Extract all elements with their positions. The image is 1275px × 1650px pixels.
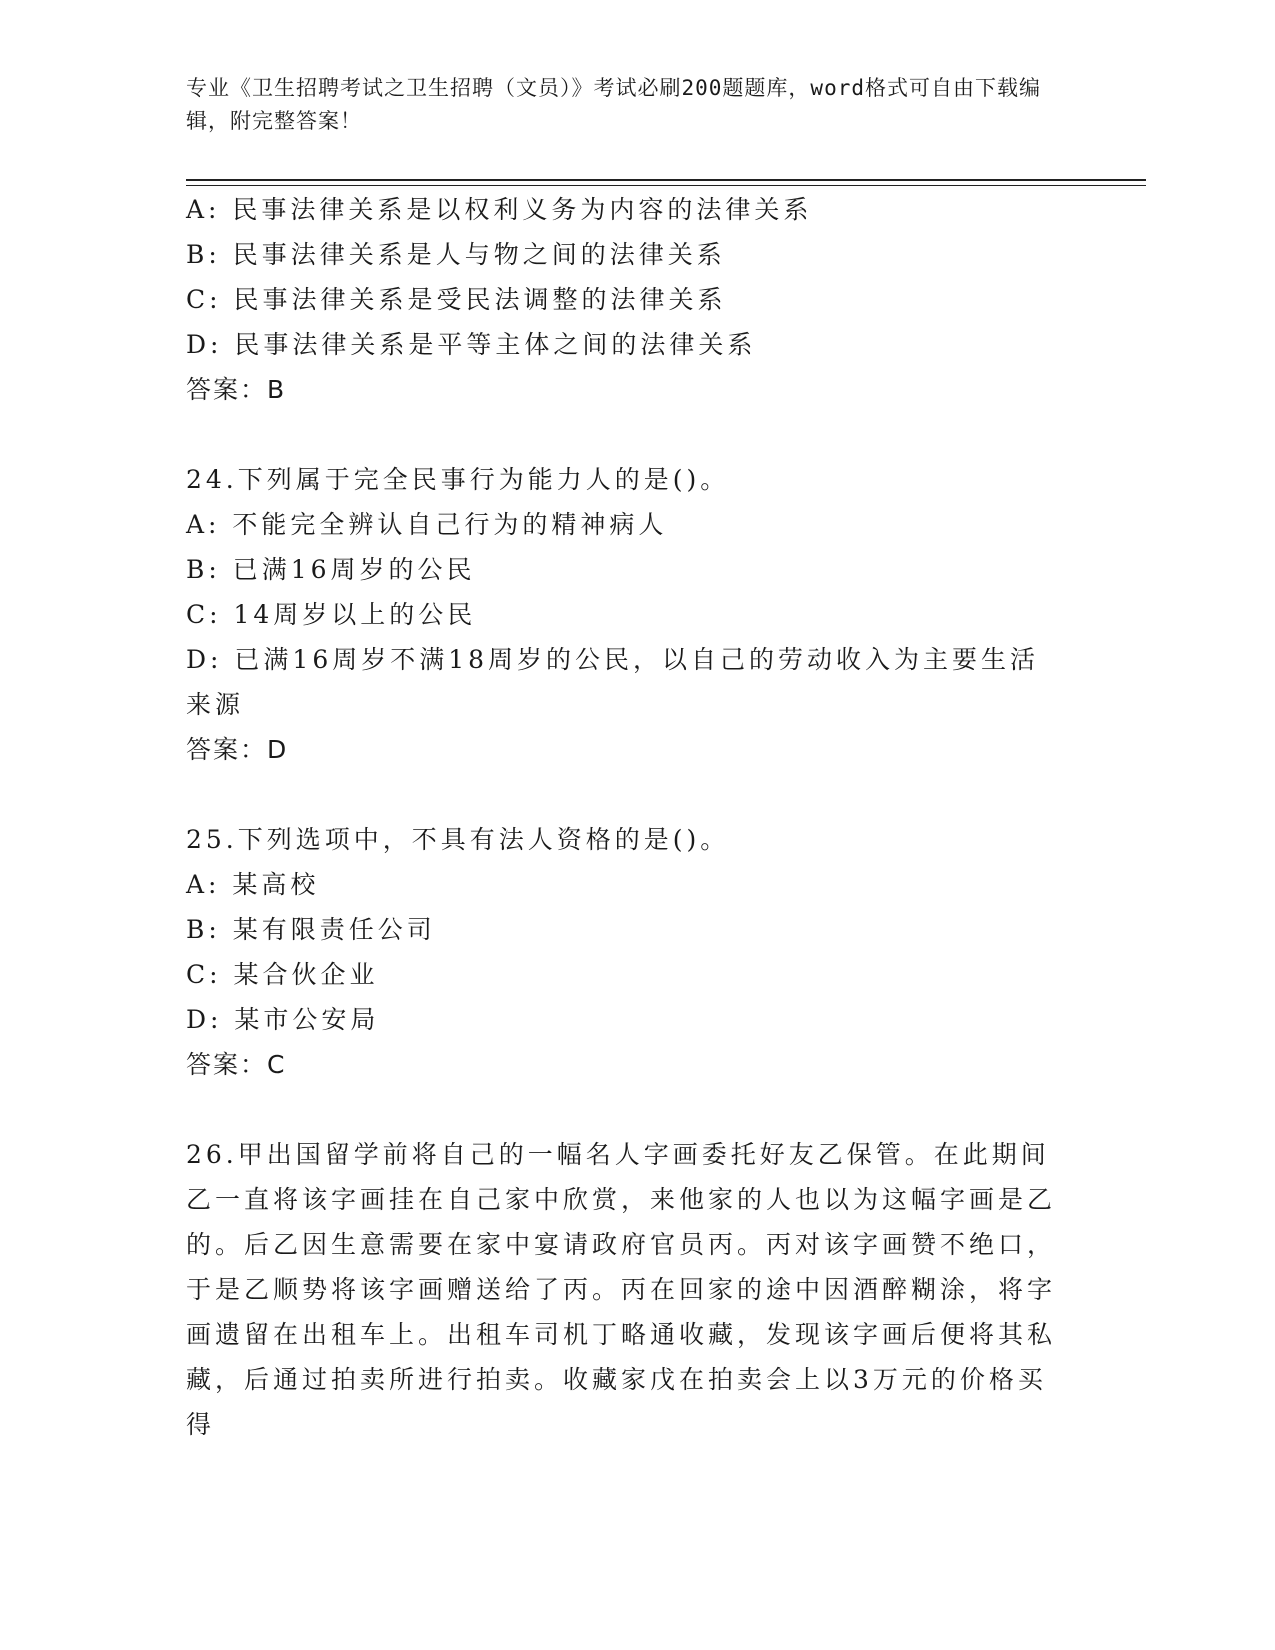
question-26 <box>186 1132 1066 1447</box>
question-24 <box>186 457 1066 772</box>
option-b: B: 民事法律关系是人与物之间的法律关系 <box>186 240 726 269</box>
option-b: B: 某有限责任公司 <box>186 915 436 944</box>
option-b: B: 已满16周岁的公民 <box>186 555 476 584</box>
spacer <box>186 412 1066 457</box>
answer-line: 答案：B <box>186 375 287 404</box>
question-23 <box>186 187 1066 412</box>
option-c: C: 某合伙企业 <box>186 960 379 989</box>
option-c: C: 14周岁以上的公民 <box>186 600 477 629</box>
option-d: D: 某市公安局 <box>186 1005 380 1034</box>
question-text: 24.下列属于完全民事行为能力人的是()。 <box>186 465 730 494</box>
document-body <box>186 187 1066 1447</box>
document-header: 专业《卫生招聘考试之卫生招聘（文员）》考试必刷200题题库，word格式可自由下载编辑，附完整答案！ <box>186 76 1041 133</box>
header-divider-thin <box>186 185 1146 186</box>
spacer <box>186 1087 1066 1132</box>
answer-line: 答案：C <box>186 1050 287 1079</box>
option-c: C: 民事法律关系是受民法调整的法律关系 <box>186 285 727 314</box>
option-d: D: 民事法律关系是平等主体之间的法律关系 <box>186 330 757 359</box>
option-a: A: 不能完全辨认自己行为的精神病人 <box>186 510 668 539</box>
question-text: 25.下列选项中，不具有法人资格的是()。 <box>186 825 730 854</box>
option-a: A: 某高校 <box>186 870 320 899</box>
option-d: D: 已满16周岁不满18周岁的公民，以自己的劳动收入为主要生活来源 <box>186 645 1040 719</box>
question-25 <box>186 817 1066 1087</box>
spacer <box>186 772 1066 817</box>
option-a: A: 民事法律关系是以权利义务为内容的法律关系 <box>186 195 813 224</box>
question-text: 26.甲出国留学前将自己的一幅名人字画委托好友乙保管。在此期间乙一直将该字画挂在自己家中欣赏，来他家的人也以为这幅字画是乙的。后乙因生意需要在家中宴请政府官员丙。丙对该字画赞不绝口，于是乙顺势将该字画赠送给了丙。丙在回家的途中因酒醉糊涂，将字画遗留在出租车上。出租车司机丁略通收藏，发现该字画后便将其私藏，后通过拍卖所进行拍卖。收藏家戊在拍卖会上以3万元的价格买得 <box>186 1140 1057 1439</box>
answer-line: 答案：D <box>186 735 289 764</box>
header-divider-thick <box>186 179 1146 181</box>
